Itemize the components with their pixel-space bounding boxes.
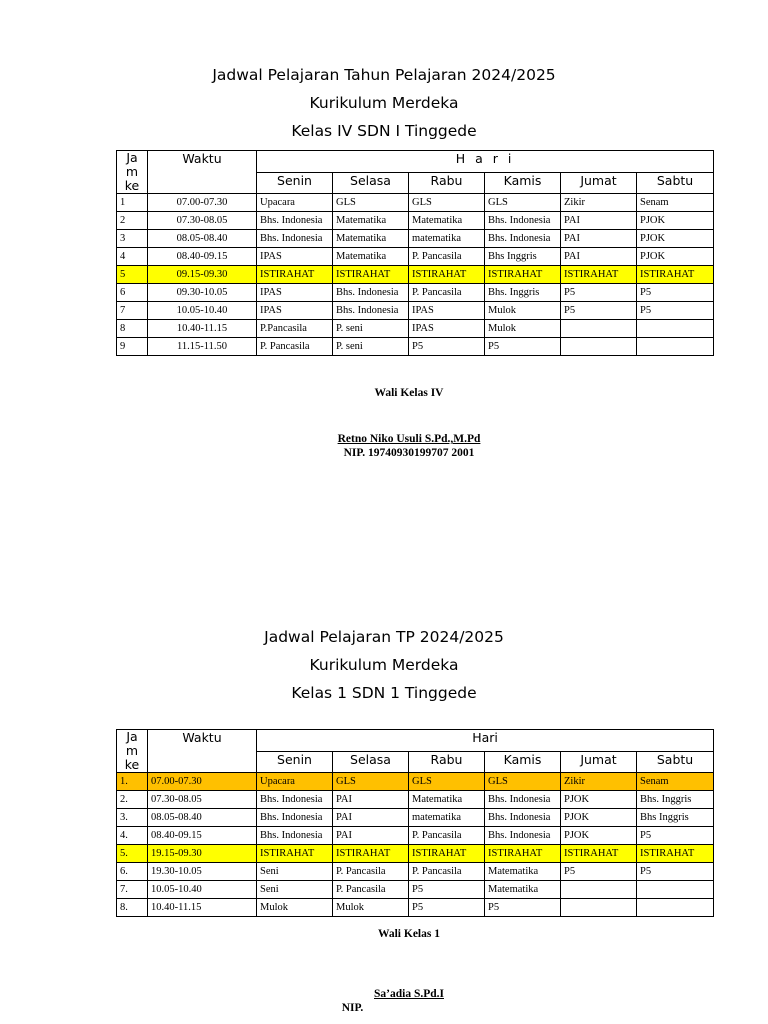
cell-subject: Bhs. Indonesia <box>257 827 333 845</box>
cell-jam-ke: 5 <box>117 266 148 284</box>
cell-subject: P. Pancasila <box>409 827 485 845</box>
cell-subject: Bhs Inggris <box>485 248 561 266</box>
cell-subject: P. Pancasila <box>333 863 409 881</box>
cell-subject: P5 <box>409 899 485 917</box>
header-jam-ke: Ja m ke <box>117 730 148 773</box>
cell-subject: PAI <box>333 809 409 827</box>
table-row <box>117 248 714 266</box>
cell-jam-ke: 4. <box>117 827 148 845</box>
cell-subject: GLS <box>333 773 409 791</box>
table-row <box>117 863 714 881</box>
cell-subject: PJOK <box>561 809 637 827</box>
table-row <box>117 284 714 302</box>
cell-subject: IPAS <box>409 320 485 338</box>
cell-waktu: 07.00-07.30 <box>148 194 257 212</box>
cell-subject: Bhs. Indonesia <box>485 212 561 230</box>
cell-waktu: 19.15-09.30 <box>148 845 257 863</box>
header-row <box>117 730 714 752</box>
cell-waktu: 09.15-09.30 <box>148 266 257 284</box>
cell-subject: ISTIRAHAT <box>637 845 714 863</box>
cell-subject: Bhs. Indonesia <box>485 230 561 248</box>
cell-subject: Bhs. Inggris <box>485 284 561 302</box>
wali-kelas-iv-label: Wali Kelas IV <box>374 387 444 399</box>
table-row <box>117 773 714 791</box>
cell-jam-ke: 2 <box>117 212 148 230</box>
cell-subject: Mulok <box>485 302 561 320</box>
cell-waktu: 10.05-10.40 <box>148 881 257 899</box>
schedule-title-kelas-iv <box>0 61 768 145</box>
table-row <box>117 266 714 284</box>
cell-subject: PAI <box>561 248 637 266</box>
header-day: Kamis <box>485 751 561 773</box>
header-day: Selasa <box>333 751 409 773</box>
cell-jam-ke: 3 <box>117 230 148 248</box>
cell-subject: P. Pancasila <box>257 338 333 356</box>
cell-subject: P5 <box>637 302 714 320</box>
header-day: Rabu <box>409 172 485 194</box>
cell-subject: Upacara <box>257 773 333 791</box>
cell-waktu: 07.30-08.05 <box>148 791 257 809</box>
cell-subject: Bhs. Indonesia <box>333 284 409 302</box>
cell-subject: Matematika <box>333 230 409 248</box>
cell-subject: ISTIRAHAT <box>637 266 714 284</box>
cell-subject: P5 <box>561 302 637 320</box>
cell-subject: Bhs. Indonesia <box>485 827 561 845</box>
cell-subject: matematika <box>409 230 485 248</box>
cell-subject: Senam <box>637 773 714 791</box>
cell-subject: Zikir <box>561 194 637 212</box>
cell-subject: Seni <box>257 881 333 899</box>
cell-subject: P5 <box>637 827 714 845</box>
table-row <box>117 899 714 917</box>
cell-subject: PJOK <box>637 230 714 248</box>
schedule-title-kelas-1 <box>0 623 768 707</box>
cell-subject: IPAS <box>257 248 333 266</box>
cell-jam-ke: 4 <box>117 248 148 266</box>
cell-subject: P5 <box>409 881 485 899</box>
cell-subject <box>561 338 637 356</box>
title-line: Kelas IV SDN I Tinggede <box>291 122 477 140</box>
schedule-table-kelas-iv <box>116 150 714 356</box>
header-day: Sabtu <box>637 751 714 773</box>
cell-subject: ISTIRAHAT <box>257 845 333 863</box>
cell-jam-ke: 7 <box>117 302 148 320</box>
cell-subject: IPAS <box>409 302 485 320</box>
cell-subject: P. Pancasila <box>333 881 409 899</box>
cell-subject: P5 <box>409 338 485 356</box>
cell-subject: Zikir <box>561 773 637 791</box>
cell-subject: Bhs. Indonesia <box>257 809 333 827</box>
wali-kelas-iv-name: Retno Niko Usuli S.Pd.,M.Pd <box>337 433 481 445</box>
cell-subject: P5 <box>485 338 561 356</box>
cell-subject <box>561 320 637 338</box>
cell-jam-ke: 2. <box>117 791 148 809</box>
wali-kelas-1-nip: NIP. <box>341 1002 364 1014</box>
cell-subject: Bhs. Indonesia <box>485 791 561 809</box>
header-day: Rabu <box>409 751 485 773</box>
cell-subject: ISTIRAHAT <box>409 266 485 284</box>
wali-kelas-1-name: Sa’adia S.Pd.I <box>374 988 444 1000</box>
cell-subject: GLS <box>409 194 485 212</box>
cell-subject: PAI <box>561 230 637 248</box>
table-row <box>117 194 714 212</box>
table-row <box>117 827 714 845</box>
wali-kelas-iv-nip: NIP. 19740930199707 2001 <box>343 447 475 459</box>
cell-subject: P5 <box>637 863 714 881</box>
title-line: Jadwal Pelajaran TP 2024/2025 <box>264 628 504 646</box>
cell-waktu: 08.40-09.15 <box>148 827 257 845</box>
cell-waktu: 10.05-10.40 <box>148 302 257 320</box>
cell-subject: GLS <box>485 194 561 212</box>
cell-subject: PJOK <box>561 791 637 809</box>
title-line: Kurikulum Merdeka <box>309 656 459 674</box>
table-row <box>117 809 714 827</box>
cell-subject: GLS <box>409 773 485 791</box>
cell-subject: Bhs. Indonesia <box>257 212 333 230</box>
cell-jam-ke: 3. <box>117 809 148 827</box>
cell-waktu: 07.00-07.30 <box>148 773 257 791</box>
title-line: Jadwal Pelajaran Tahun Pelajaran 2024/2025 <box>212 66 556 84</box>
cell-waktu: 11.15-11.50 <box>148 338 257 356</box>
header-hari: H a r i <box>257 151 714 173</box>
cell-waktu: 10.40-11.15 <box>148 899 257 917</box>
cell-jam-ke: 6 <box>117 284 148 302</box>
cell-subject <box>637 338 714 356</box>
cell-subject: P5 <box>561 863 637 881</box>
cell-waktu: 08.40-09.15 <box>148 248 257 266</box>
header-day: Senin <box>257 172 333 194</box>
cell-subject: Matematika <box>485 881 561 899</box>
cell-subject: Bhs. Inggris <box>637 791 714 809</box>
header-day: Kamis <box>485 172 561 194</box>
header-day: Selasa <box>333 172 409 194</box>
cell-jam-ke: 6. <box>117 863 148 881</box>
cell-subject: P. seni <box>333 320 409 338</box>
cell-subject: ISTIRAHAT <box>257 266 333 284</box>
cell-jam-ke: 7. <box>117 881 148 899</box>
header-day: Senin <box>257 751 333 773</box>
table-row <box>117 212 714 230</box>
cell-waktu: 08.05-08.40 <box>148 809 257 827</box>
cell-subject: Mulok <box>257 899 333 917</box>
cell-subject: Bhs. Indonesia <box>333 302 409 320</box>
cell-subject: Matematika <box>333 212 409 230</box>
cell-subject: P. Pancasila <box>409 863 485 881</box>
cell-jam-ke: 1. <box>117 773 148 791</box>
cell-subject: Bhs. Indonesia <box>485 809 561 827</box>
header-waktu: Waktu <box>148 730 257 773</box>
table-row <box>117 230 714 248</box>
cell-subject: Bhs Inggris <box>637 809 714 827</box>
cell-subject: Matematika <box>409 791 485 809</box>
wali-kelas-1-label: Wali Kelas 1 <box>378 928 440 940</box>
cell-subject: ISTIRAHAT <box>333 266 409 284</box>
cell-waktu: 09.30-10.05 <box>148 284 257 302</box>
schedule-table-kelas-1 <box>116 729 714 917</box>
header-row <box>117 151 714 173</box>
cell-waktu: 10.40-11.15 <box>148 320 257 338</box>
cell-subject: PJOK <box>637 248 714 266</box>
header-day: Sabtu <box>637 172 714 194</box>
header-waktu: Waktu <box>148 151 257 194</box>
cell-waktu: 07.30-08.05 <box>148 212 257 230</box>
header-jam-ke: Ja m ke <box>117 151 148 194</box>
title-line: Kelas 1 SDN 1 Tinggede <box>291 684 477 702</box>
cell-subject: ISTIRAHAT <box>409 845 485 863</box>
cell-subject: ISTIRAHAT <box>485 266 561 284</box>
cell-subject: P5 <box>485 899 561 917</box>
cell-subject: PAI <box>333 791 409 809</box>
cell-subject: P. Pancasila <box>409 248 485 266</box>
header-day: Jumat <box>561 172 637 194</box>
cell-subject: PAI <box>561 212 637 230</box>
cell-waktu: 08.05-08.40 <box>148 230 257 248</box>
title-line: Kurikulum Merdeka <box>309 94 459 112</box>
cell-jam-ke: 8. <box>117 899 148 917</box>
table-row <box>117 338 714 356</box>
cell-subject: Mulok <box>333 899 409 917</box>
cell-waktu: 19.30-10.05 <box>148 863 257 881</box>
cell-subject: Seni <box>257 863 333 881</box>
cell-subject <box>637 899 714 917</box>
cell-subject: Matematika <box>485 863 561 881</box>
cell-subject: P.Pancasila <box>257 320 333 338</box>
cell-subject: GLS <box>333 194 409 212</box>
table-row <box>117 791 714 809</box>
cell-subject: GLS <box>485 773 561 791</box>
cell-subject <box>637 320 714 338</box>
cell-subject: Mulok <box>485 320 561 338</box>
cell-subject: P5 <box>637 284 714 302</box>
cell-subject: Bhs. Indonesia <box>257 230 333 248</box>
cell-subject <box>561 899 637 917</box>
cell-subject: P5 <box>561 284 637 302</box>
cell-jam-ke: 1 <box>117 194 148 212</box>
table-row <box>117 845 714 863</box>
cell-subject: matematika <box>409 809 485 827</box>
table-row <box>117 881 714 899</box>
cell-subject: IPAS <box>257 284 333 302</box>
cell-subject: PJOK <box>637 212 714 230</box>
cell-subject: ISTIRAHAT <box>561 266 637 284</box>
cell-jam-ke: 8 <box>117 320 148 338</box>
header-day: Jumat <box>561 751 637 773</box>
cell-subject: PAI <box>333 827 409 845</box>
cell-subject: Bhs. Indonesia <box>257 791 333 809</box>
header-hari: Hari <box>257 730 714 752</box>
cell-subject: ISTIRAHAT <box>561 845 637 863</box>
table-row <box>117 302 714 320</box>
cell-subject: Matematika <box>409 212 485 230</box>
cell-subject <box>637 881 714 899</box>
cell-subject <box>561 881 637 899</box>
cell-subject: P. seni <box>333 338 409 356</box>
cell-subject: IPAS <box>257 302 333 320</box>
cell-subject: Upacara <box>257 194 333 212</box>
cell-jam-ke: 9 <box>117 338 148 356</box>
cell-subject: P. Pancasila <box>409 284 485 302</box>
cell-jam-ke: 5. <box>117 845 148 863</box>
cell-subject: Senam <box>637 194 714 212</box>
cell-subject: Matematika <box>333 248 409 266</box>
cell-subject: ISTIRAHAT <box>333 845 409 863</box>
cell-subject: ISTIRAHAT <box>485 845 561 863</box>
table-row <box>117 320 714 338</box>
cell-subject: PJOK <box>561 827 637 845</box>
